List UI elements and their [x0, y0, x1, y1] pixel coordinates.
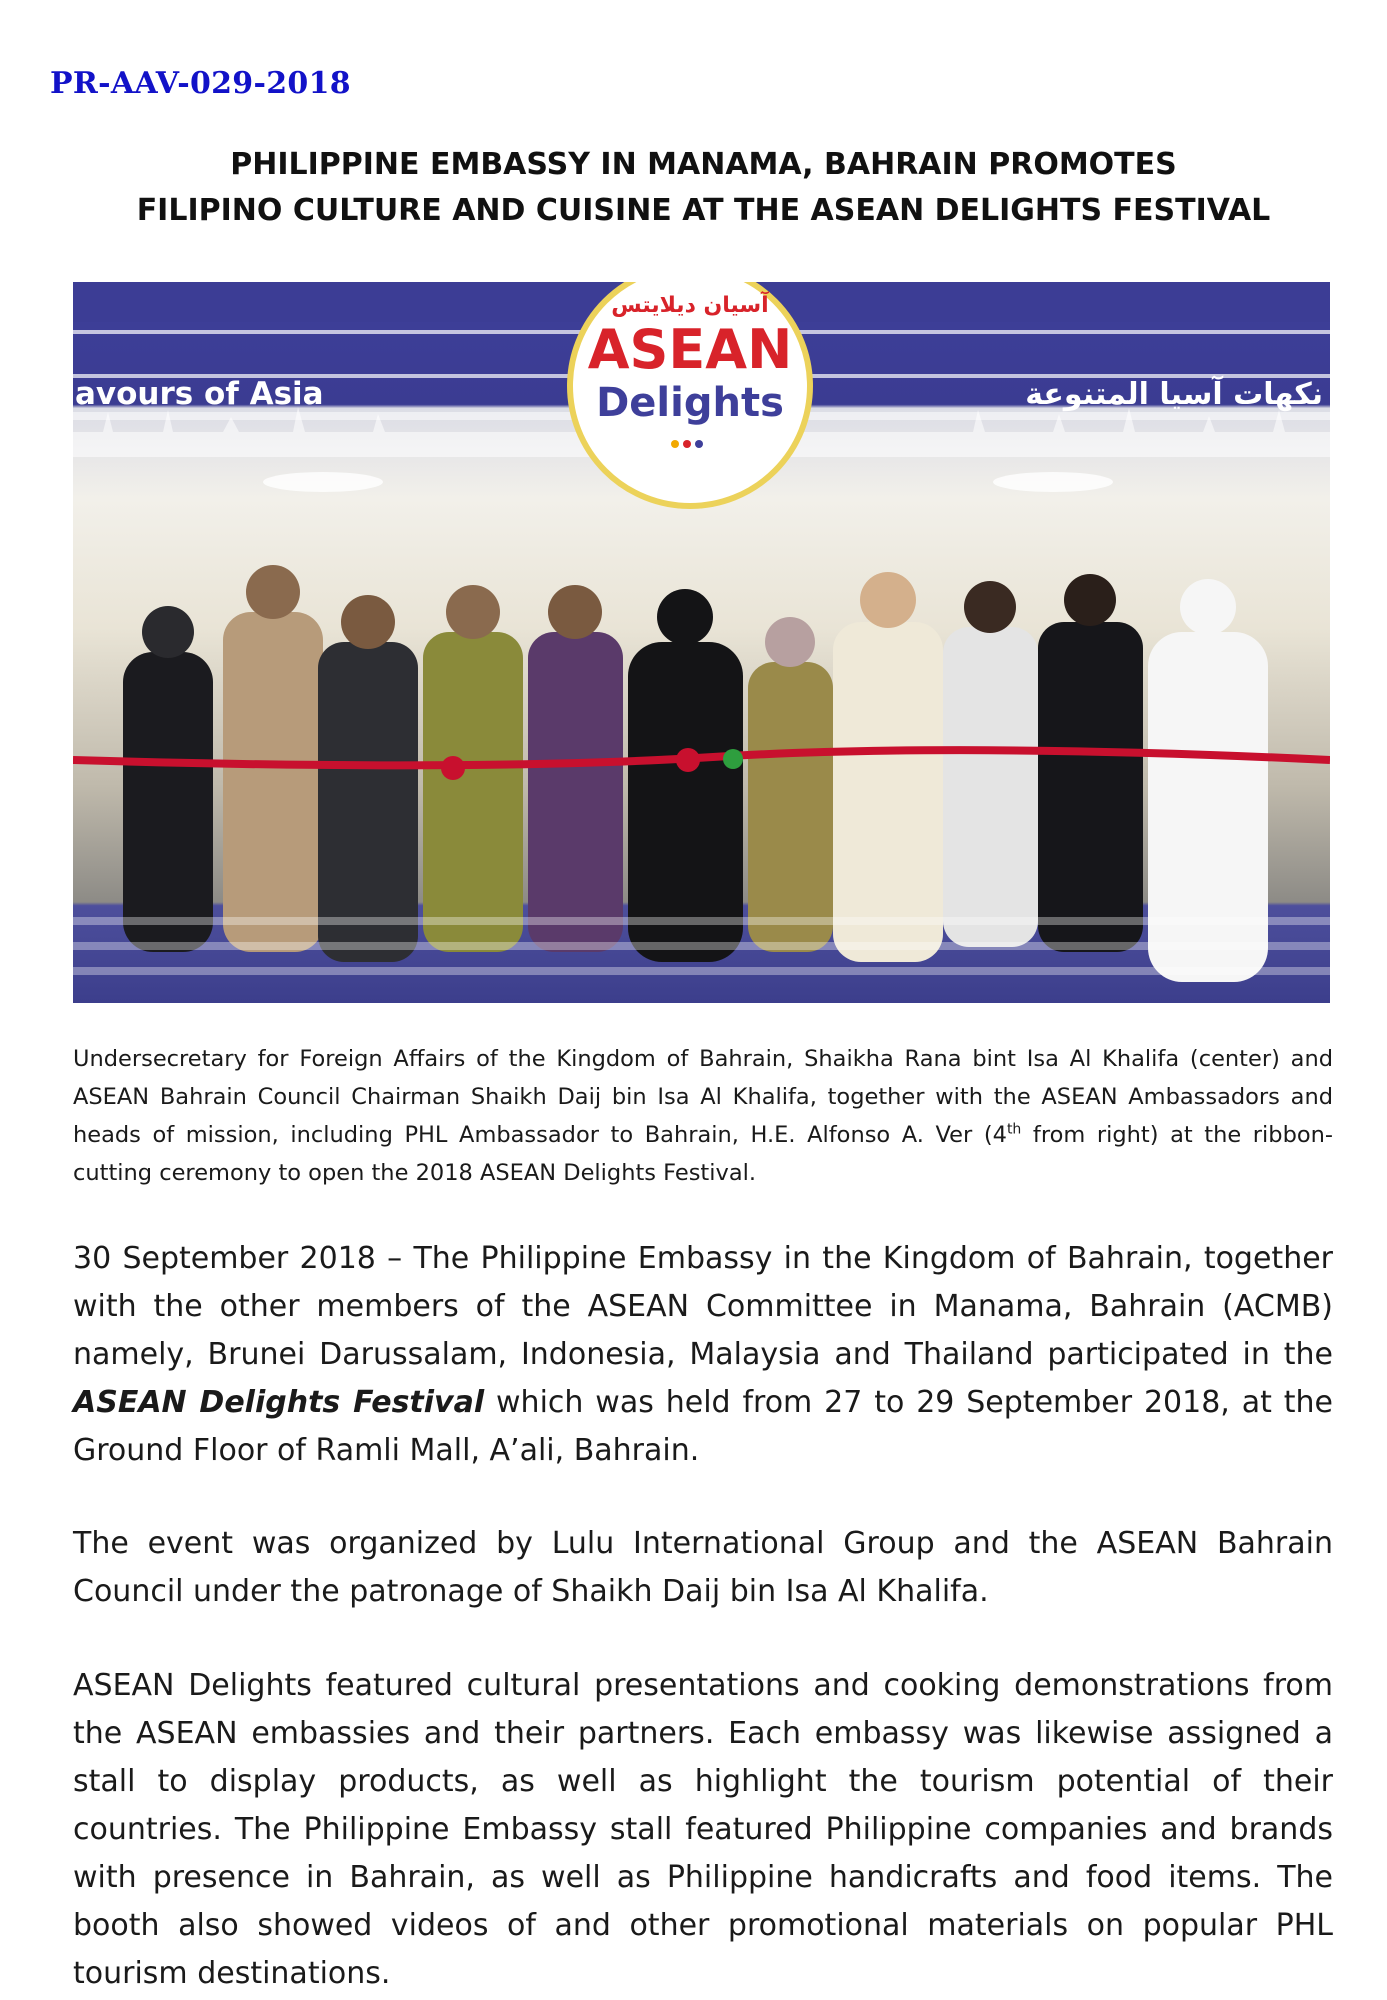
ceiling-light	[263, 472, 383, 492]
p1-text-1: 30 September 2018 – The Philippine Embassy in the Kingdom of Bahrain, together with the other members of the ASEAN Committee in Manama, Bahrain (ACMB) namely, Brunei Darussalam, Indonesia, Malaysia and Thailand participated in the	[73, 1241, 1333, 1372]
caption-text-2: from right) at the ribbon-cutting ceremony to open the 2018 ASEAN Delights Festival.	[73, 1122, 1333, 1186]
banner-right-text: نكهات آسيا المتنوعة	[1025, 377, 1323, 412]
logo-asean-text: ASEAN	[587, 318, 793, 381]
floor-stripe-2	[73, 942, 1330, 950]
body-paragraph-3: ASEAN Delights featured cultural presentations and cooking demonstrations from the ASEAN embassies and their partners. Each embassy was likewise assigned a stall to display products, as well as highlight the tourism potential of their countries. The Philippine Embassy stall featured Philippine companies and brands with presence in Bahrain, as well as Philippine handicrafts and food items. The booth also showed videos of and other promotional materials on popular PHL tourism destinations.	[73, 1668, 1333, 1991]
headline-line-2: FILIPINO CULTURE AND CUISINE AT THE ASEAN DELIGHTS FESTIVAL	[136, 193, 1271, 228]
logo-dot-2	[683, 440, 691, 448]
banner-left-text: avours of Asia	[75, 376, 324, 412]
headline	[60, 142, 1347, 234]
event-photo-illustration	[73, 282, 1330, 1003]
body-paragraph-2: The event was organized by Lulu International Group and the ASEAN Bahrain Council under the patronage of Shaikh Daij bin Isa Al Khalifa.	[73, 1526, 1333, 1609]
p1-emphasis: ASEAN Delights Festival	[73, 1385, 485, 1420]
ribbon-bow-2	[676, 748, 700, 772]
headline-line-1: PHILIPPINE EMBASSY IN MANAMA, BAHRAIN PROMOTES	[230, 147, 1177, 182]
document-reference-code: PR-AAV-029-2018	[50, 66, 351, 101]
body-paragraph-1	[73, 1235, 1333, 1475]
ribbon-bow-3	[723, 749, 743, 769]
ceiling-light-2	[993, 472, 1113, 492]
logo-dot-1	[671, 440, 679, 448]
caption-superscript: th	[1006, 1121, 1022, 1138]
event-photo	[73, 282, 1330, 1003]
photo-caption	[73, 1040, 1333, 1192]
caption-text-1: Undersecretary for Foreign Affairs of the Kingdom of Bahrain, Shaikha Rana bint Isa Al Khalifa (center) and ASEAN Bahrain Council Chairman Shaikh Daij bin Isa Al Khalifa, together with the ASEAN Ambassadors and heads of mission, including PHL Ambassador to Bahrain, H.E. Alfonso A. Ver (4	[73, 1046, 1333, 1148]
logo-arabic-text: آسيان ديلايتس	[611, 293, 769, 318]
floor-stripe-3	[73, 967, 1330, 975]
logo-dot-3	[695, 440, 703, 448]
logo-delights-text: Delights	[596, 380, 784, 426]
floor-stripe	[73, 917, 1330, 925]
p1-text-2: which was held from 27 to 29 September 2018, at the Ground Floor of Ramli Mall, A’ali, Bahrain.	[73, 1385, 1333, 1468]
ribbon-bow	[441, 756, 465, 780]
